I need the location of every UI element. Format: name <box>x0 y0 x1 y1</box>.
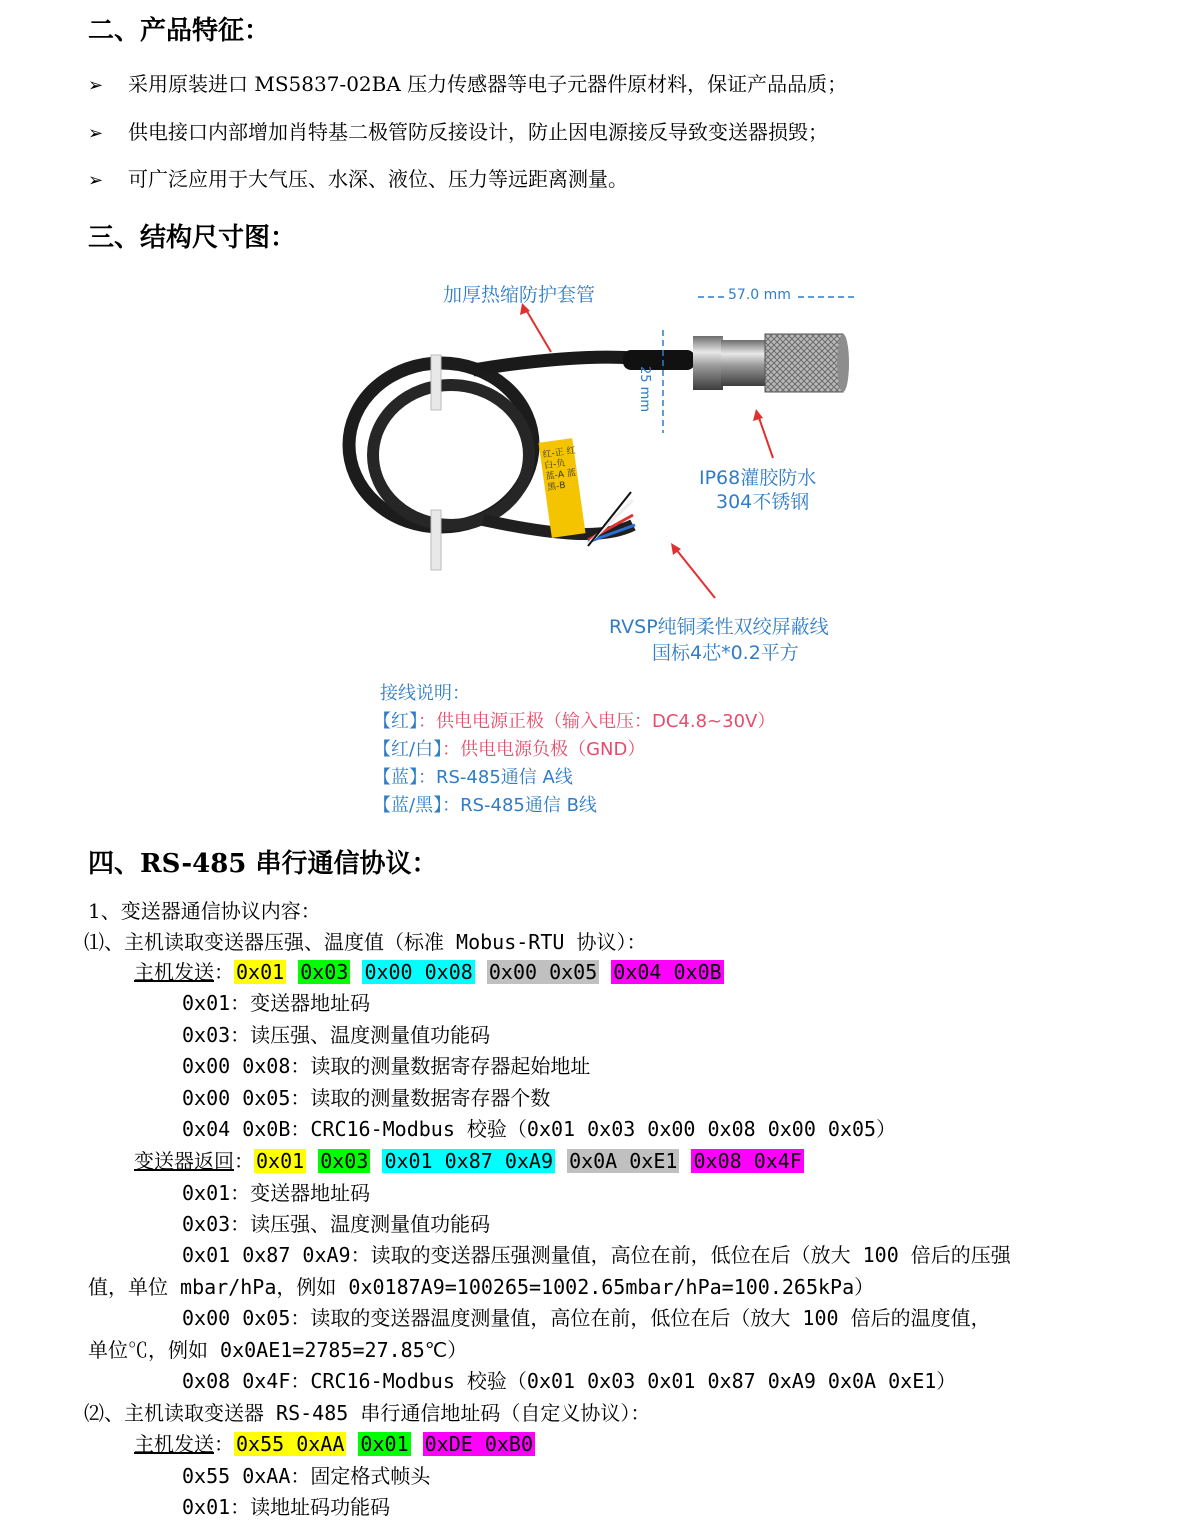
frame-field: 0x08 0x4F <box>693 1149 802 1173</box>
frame-field: 0x00 0x05 <box>488 960 598 984</box>
field-description: 0x01：变送器地址码 <box>182 991 371 1015</box>
field-description: 0x04 0x0B：CRC16-Modbus 校验（0x01 0x03 0x00 0x08 0x00 0x05） <box>182 1117 897 1141</box>
right-arrow-bullet-icon: ➢ <box>88 170 104 191</box>
field-description: 0x00 0x05：读取的变送器温度测量值，高位在前，低位在后（放大 100 倍后的温度值， <box>182 1306 991 1330</box>
frame-field: 0x01 <box>360 1432 409 1456</box>
right-arrow-bullet-icon: ➢ <box>88 75 104 96</box>
frame-label: 主机发送 <box>134 1432 214 1456</box>
frame-field: 0x03 <box>320 1149 369 1173</box>
frame-label: 变送器返回 <box>134 1149 234 1173</box>
field-description: 0x01 0x87 0xA9：读取的变送器压强测量值，高位在前，低位在后（放大 100 倍后的压强 <box>182 1243 1011 1267</box>
frame-field: 0x0A 0xE1 <box>569 1149 678 1173</box>
section-title-dimensions: 三、结构尺寸图： <box>88 223 297 253</box>
frame-field: 0x00 0x08 <box>364 960 473 984</box>
heat-shrink-sleeve <box>623 350 695 370</box>
sensor-hex-nut <box>693 336 723 390</box>
right-arrow-bullet-icon: ➢ <box>88 123 104 144</box>
field-description: 值，单位 mbar/hPa，例如 0x0187A9=100265=1002.65mbar/hPa=100.265kPa） <box>88 1275 875 1299</box>
bullet-text: 供电接口内部增加肖特基二极管防反接设计，防止因电源接反导致变送器损毁； <box>128 120 828 144</box>
callout-sleeve: 加厚热缩防护套管 <box>443 284 596 306</box>
device-reply-frame: 变送器返回： 0x01 0x03 0x01 0x87 0xA9 0x0A 0xE1 0x08 0x4F <box>134 1149 802 1173</box>
sensor-end <box>837 334 849 392</box>
list-item <box>88 163 628 192</box>
field-description: 0x03：读压强、温度测量值功能码 <box>182 1023 491 1047</box>
field-description: 0x55 0xAA：固定格式帧头 <box>182 1464 431 1488</box>
frame-field: 0x01 <box>256 1149 305 1173</box>
bullet-text: 采用原装进口 MS5837-02BA 压力传感器等电子元器件原材料，保证产品品质； <box>128 72 848 96</box>
list-item <box>88 116 828 145</box>
cable-tie <box>431 355 441 410</box>
frame-field: 0x01 0x87 0xA9 <box>384 1149 554 1173</box>
field-description: 0x00 0x05：读取的测量数据寄存器个数 <box>182 1086 551 1110</box>
dimension-length: 57.0 mm <box>725 287 794 303</box>
wiring-item: 【红】：供电电源正极（输入电压：DC4.8~30V） <box>373 711 776 732</box>
bullet-text: 可广泛应用于大气压、水深、液位、压力等远距离测量。 <box>128 167 628 191</box>
field-description: 0x03：读压强、温度测量值功能码 <box>182 1212 491 1236</box>
callout-body-waterproof: IP68灌胶防水 <box>699 467 817 489</box>
frame-field: 0x01 <box>236 960 285 984</box>
section-title-features: 二、产品特征： <box>88 16 271 46</box>
field-description: 0x08 0x4F：CRC16-Modbus 校验（0x01 0x03 0x01 0x87 0xA9 0x0A 0xE1） <box>182 1369 957 1393</box>
wiring-item: 【蓝】：RS-485通信 A线 <box>373 767 573 788</box>
protocol-intro: 1、变送器通信协议内容： <box>88 899 321 923</box>
frame-label: 主机发送 <box>134 960 214 984</box>
callout-body-steel: 304不锈钢 <box>716 491 810 513</box>
frame-field: 0xDE 0xB0 <box>424 1432 534 1456</box>
field-description: 0x01：变送器地址码 <box>182 1181 371 1205</box>
cable-tie <box>431 510 441 570</box>
list-item <box>88 68 847 97</box>
frame-field: 0x04 0x0B <box>613 960 722 984</box>
section-title-protocol: 四、RS-485 串行通信协议： <box>88 849 438 879</box>
host-send-frame: 主机发送： 0x55 0xAA 0x01 0xDE 0xB0 <box>134 1432 534 1456</box>
field-description: 0x01：读地址码功能码 <box>182 1495 391 1519</box>
wiring-title: 接线说明： <box>380 683 470 704</box>
frame-field: 0x55 0xAA <box>236 1432 345 1456</box>
field-description: 0x00 0x08：读取的测量数据寄存器起始地址 <box>182 1054 591 1078</box>
callout-cable-spec: 国标4芯*0.2平方 <box>652 642 799 664</box>
wire-tag-label: 红-正 红白-负 蓝-A 蓝黑-B <box>542 445 577 494</box>
cable-lead <box>473 357 633 370</box>
wiring-item: 【蓝/黑】：RS-485通信 B线 <box>373 795 597 816</box>
cable-coil <box>373 385 529 525</box>
host-send-frame: 主机发送： 0x01 0x03 0x00 0x08 0x00 0x05 0x04 0x0B <box>134 960 722 984</box>
frame-field: 0x03 <box>300 960 349 984</box>
protocol-2-title: ⑵、主机读取变送器 RS-485 串行通信地址码（自定义协议）： <box>84 1401 651 1425</box>
callout-cable-type: RVSP纯铜柔性双绞屏蔽线 <box>609 616 829 638</box>
protocol-1-title: ⑴、主机读取变送器压强、温度值（标准 Mobus-RTU 协议）： <box>84 930 647 954</box>
wiring-item: 【红/白】：供电电源负极（GND） <box>373 739 646 760</box>
sensor-knurled-cap <box>765 334 843 392</box>
sensor-collar <box>721 340 766 386</box>
field-description: 单位℃，例如 0x0AE1=2785=27.85℃） <box>88 1338 468 1362</box>
product-figure <box>333 270 868 818</box>
dimension-diameter: 25 mm <box>637 366 652 413</box>
